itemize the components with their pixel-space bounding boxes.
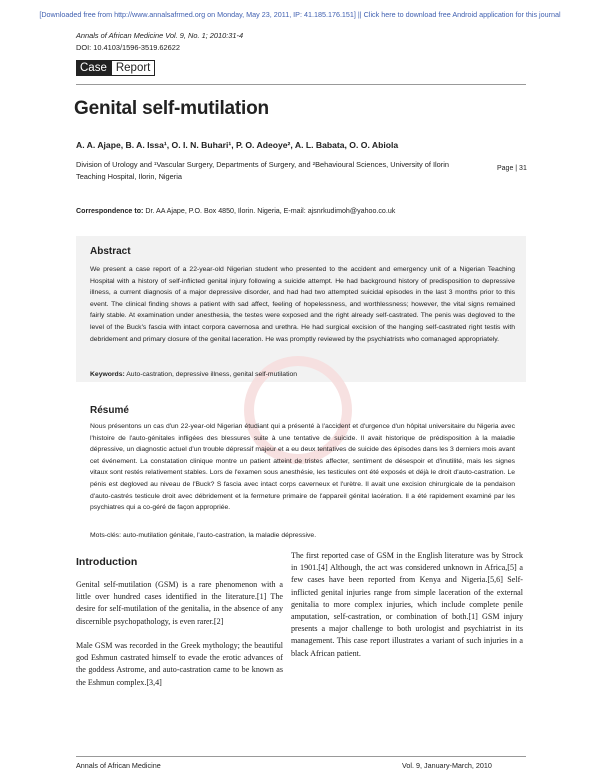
keywords-text: Auto-castration, depressive illness, genital self-mutilation bbox=[124, 371, 298, 378]
doi: DOI: 10.4103/1596-3519.62622 bbox=[76, 43, 180, 52]
download-banner-link[interactable]: [Downloaded free from http://www.annalsafrmed.org on Monday, May 23, 2011, IP: 41.185.176.151] || Click here to download free Android application for this journal bbox=[39, 10, 561, 19]
author-list: A. A. Ajape, B. A. Issa¹, O. I. N. Buhari¹, P. O. Adeoye², A. L. Babata, O. O. Abiola bbox=[76, 140, 399, 150]
intro-paragraph-3: The first reported case of GSM in the English literature was by Strock in 1901.[4] Although, the act was considered unknown in Africa,[5] a few cases have been reported from Kenya and Nigeria.[5,6] Self-inflicted genital injuries range from simple laceration of the external genitalia to more complex injuries, which include complete penile amputation, self-castration, or combination of both.[1] GSM injury presents a major challenge to both urologist and psychiatrist in its management. This case report illustrates a variant of such injuries in a black African patient. bbox=[291, 551, 523, 658]
resume-text: Nous présentons un cas d'un 22-year-old Nigerian étudiant qui a présenté à l'accident et d'urgence d'un hôpital universitaire du Nigeria avec l'histoire de l'auto-génitales infligées des blessures suite à une tentative de suicide. Il avait historique de prédisposition à la maladie dépressive, un diagnostic actuel d'un trouble dépressif majeur et a eu deux tentatives de suicide des épisodes dans les 3 derniers mois avant cet événement. La constatation clinique montre un patient atteint de tristes affecter, sentiment de désespoir et d'inutilité, mais les signes vitaux sont restés relativement stables. Lors de l'examen sous anesthésie, les testicules ont été exposés et déjà le droit d'auto-castration. Le pénis est degloved au niveau de l'Buck? S fascia avec intact corps caverneux et l'urètre. Il avait une excision chirurgicale de la pendaison d'auto-castrés testicule droit avec débridement et la fermeture primaire de l'appareil génital lacération. Il a été rapidement examiné par les psychiatres qui a co-géré de façon appropriée. bbox=[90, 423, 515, 512]
badge-report: Report bbox=[111, 60, 156, 76]
correspondence-text: Dr. AA Ajape, P.O. Box 4850, Ilorin. Nigeria, E-mail: ajsnrkudimoh@yahoo.co.uk bbox=[143, 207, 396, 215]
correspondence bbox=[76, 207, 395, 215]
journal-citation: Annals of African Medicine Vol. 9, No. 1; 2010:31-4 bbox=[76, 31, 244, 40]
intro-paragraph-2: Male GSM was recorded in the Greek mythology; the beautiful god Eshmun castrated himself to evade the erotic advances of the goddess Astrome, and auto-castration came to be known as the Eshmun complex.[3,4] bbox=[76, 641, 283, 687]
badge-case: Case bbox=[76, 60, 111, 76]
keywords-label: Keywords: bbox=[90, 371, 125, 378]
affiliation: Division of Urology and ¹Vascular Surgery, Departments of Surgery, and ²Behavioural Sciences, University of Ilorin Teaching Hospital, Ilorin, Nigeria bbox=[76, 160, 449, 181]
keywords bbox=[90, 371, 297, 378]
footer-divider bbox=[76, 756, 526, 757]
footer-volume: Vol. 9, January-March, 2010 bbox=[402, 761, 492, 770]
footer-journal: Annals of African Medicine bbox=[76, 761, 161, 770]
intro-paragraph-1: Genital self-mutilation (GSM) is a rare phenomenon with a little over hundred cases identified in the literature.[1] The desire for self-mutilation of the genitalia, in the absence of any discernible psychopathology, is even rarer.[2] bbox=[76, 580, 283, 626]
correspondence-label: Correspondence to: bbox=[76, 207, 144, 215]
article-title: Genital self-mutilation bbox=[74, 98, 269, 119]
abstract-heading: Abstract bbox=[90, 246, 131, 257]
mots-cles: Mots-clés: auto-mutilation génitale, l'auto-castration, la maladie dépressive. bbox=[90, 532, 317, 539]
header-divider bbox=[76, 84, 526, 85]
resume-heading: Résumé bbox=[90, 405, 129, 416]
case-report-badge bbox=[76, 60, 155, 76]
page-number: Page | 31 bbox=[497, 165, 527, 172]
introduction-heading: Introduction bbox=[76, 556, 138, 568]
abstract-text: We present a case report of a 22-year-old Nigerian student who presented to the accident and emergency unit of a Nigerian Teaching Hospital with a history of self-inflicted genital injury following a suicide attempt. He had background history of predisposition to depressive illness, a current diagnosis of a major depressive disorder, and had had two attempted suicidal episodes in the last 3 months prior to this event. The clinical finding shows a patient with sad affect, feeling of hopelessness, and worthlessness; however, the vital signs remained fairly stable. At examination under anesthesia, the testes were exposed and the right already self-castrated. The penis was degloved to the level of the Buck's fascia with intact corpora cavernosa and urethra. He had surgical excision of the hanging self-castrated right testis with debridement and primary closure of the genital laceration. He was promptly reviewed by the psychiatrists who comanaged appropriately. bbox=[90, 266, 515, 343]
